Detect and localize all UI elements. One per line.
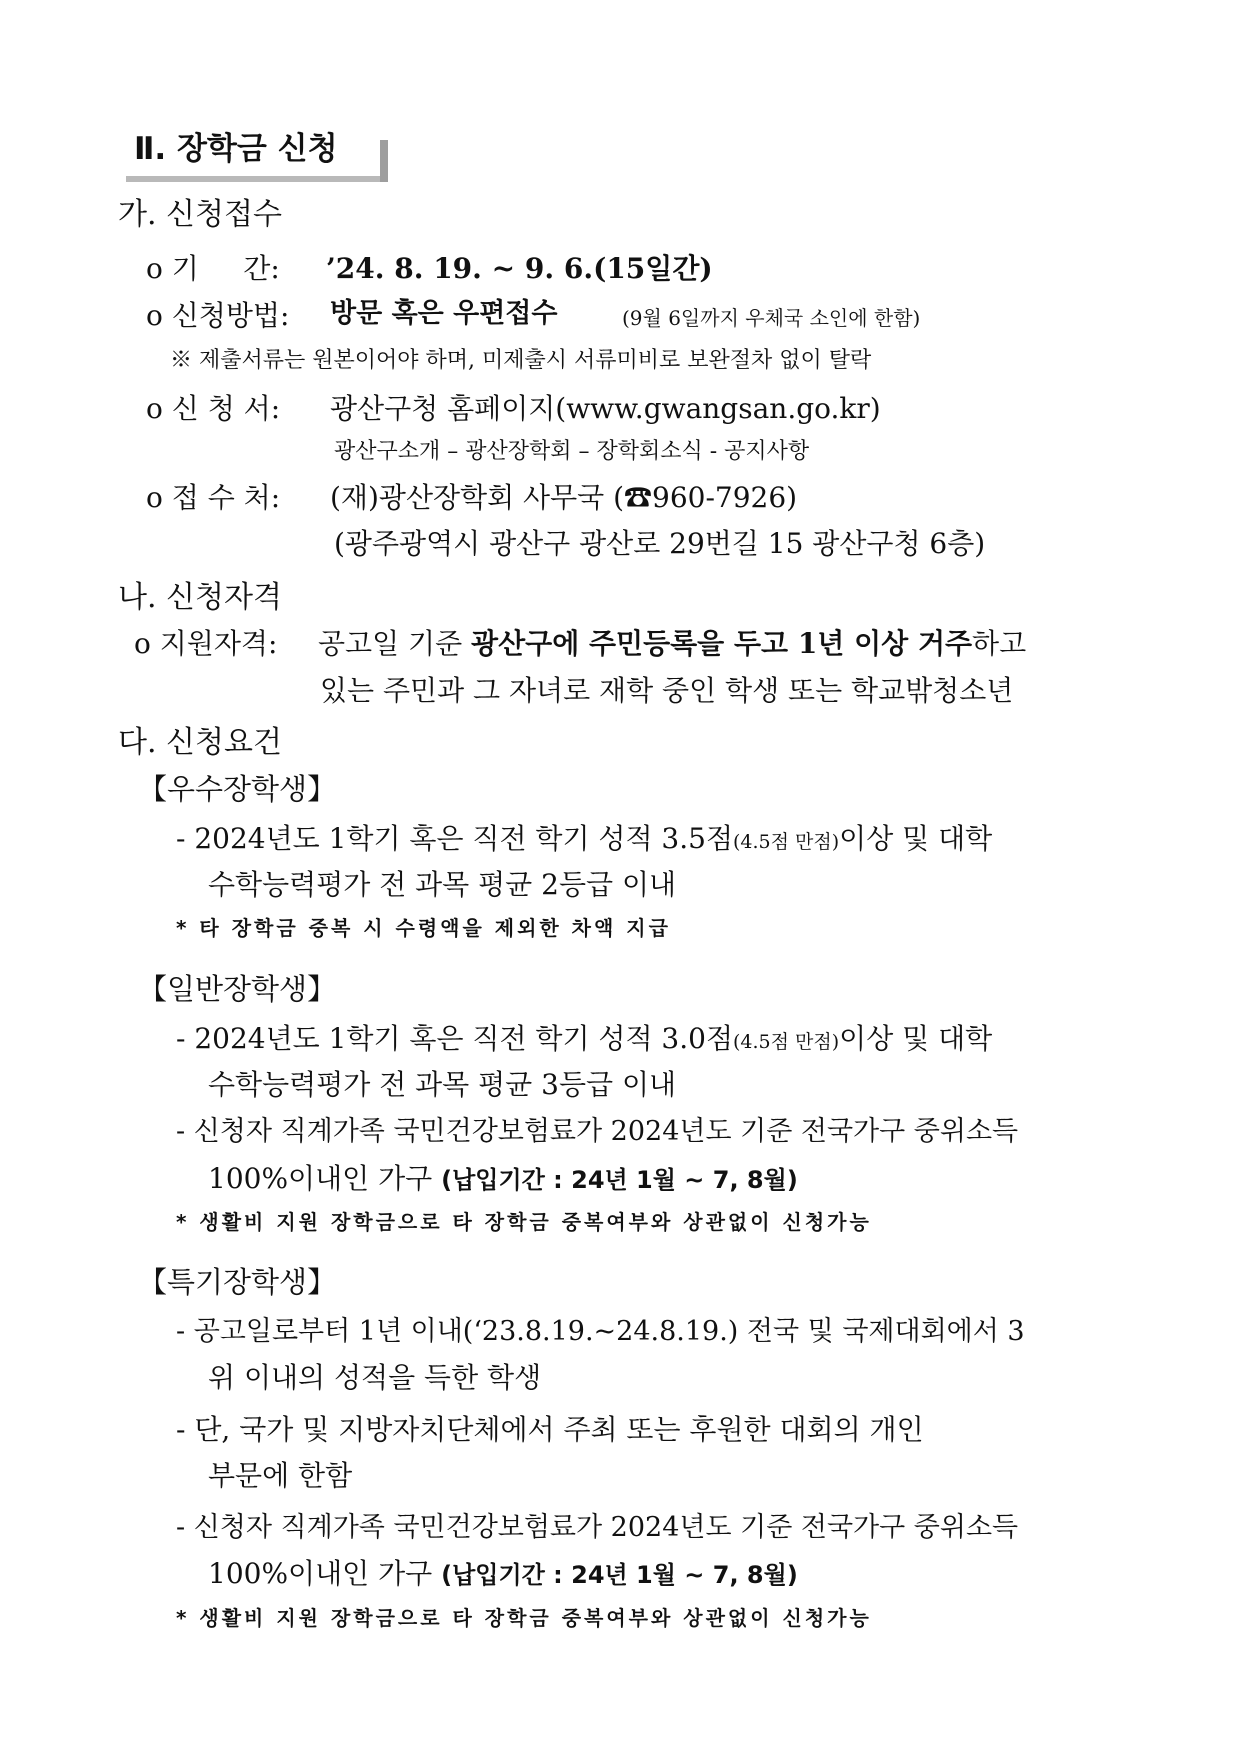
- special-item2-line1: - 단, 국가 및 지방자치단체에서 주최 또는 후원한 대회의 개인: [176, 1413, 924, 1446]
- special-title: 【특기장학생】: [138, 1265, 337, 1299]
- general-item2-bold: (납입기간 : 24년 1월 ~ 7, 8월): [441, 1166, 798, 1194]
- general-title: 【일반장학생】: [138, 972, 337, 1006]
- period-value: ’24. 8. 19. ~ 9. 6.(15일간): [326, 252, 713, 285]
- general-item2-line1: - 신청자 직계가족 국민건강보험료가 2024년도 기준 전국가구 중위소득: [176, 1116, 1019, 1147]
- office-value: (재)광산장학회 사무국 (☎960-7926): [330, 481, 798, 514]
- heading-na: 나. 신청자격: [118, 580, 282, 615]
- heading-ga: 가. 신청접수: [118, 197, 282, 232]
- special-item3-text: 100%이내인 가구: [208, 1557, 433, 1590]
- method-value: 방문 혹은 우편접수: [330, 298, 558, 329]
- special-item3-line1: - 신청자 직계가족 국민건강보험료가 2024년도 기준 전국가구 중위소득: [176, 1512, 1019, 1543]
- period-label: o 기 간:: [146, 252, 280, 285]
- special-item3-bold: (납입기간 : 24년 1월 ~ 7, 8월): [441, 1561, 798, 1589]
- special-item2-line2: 부문에 한함: [208, 1459, 353, 1492]
- general-item1-small: (4.5점 만점): [733, 1031, 840, 1053]
- general-item2-line2: [208, 1162, 798, 1195]
- excellent-item1-small: (4.5점 만점): [733, 831, 840, 853]
- special-note: * 생활비 지원 장학금으로 타 장학금 중복여부와 상관없이 신청가능: [176, 1606, 872, 1630]
- eligibility-line2: 있는 주민과 그 자녀로 재학 중인 학생 또는 학교밖청소년: [320, 674, 1014, 707]
- special-item1-line2: 위 이내의 성적을 득한 학생: [208, 1361, 542, 1394]
- excellent-item1-text-a: - 2024년도 1학기 혹은 직전 학기 성적 3.5점: [176, 822, 733, 855]
- method-label: o 신청방법:: [146, 299, 290, 332]
- office-address: (광주광역시 광산구 광산로 29번길 15 광산구청 6층): [334, 527, 986, 560]
- eligibility-line1-bold: 광산구에 주민등록을 두고 1년 이상 거주: [471, 627, 973, 660]
- excellent-title: 【우수장학생】: [138, 772, 337, 806]
- form-value: 광산구청 홈페이지(www.gwangsan.go.kr): [330, 392, 881, 425]
- general-item1-text-b: 이상 및 대학: [839, 1022, 993, 1055]
- title-side-shadow: [380, 140, 388, 182]
- excellent-item1-text-b: 이상 및 대학: [839, 822, 993, 855]
- general-item1-line1: [176, 1022, 993, 1055]
- eligibility-line1-post: 하고: [972, 627, 1027, 660]
- section-title: Ⅱ. 장학금 신청: [134, 131, 338, 167]
- office-label: o 접 수 처:: [146, 481, 281, 514]
- general-item1-text-a: - 2024년도 1학기 혹은 직전 학기 성적 3.0점: [176, 1022, 733, 1055]
- excellent-item1-line2: 수학능력평가 전 과목 평균 2등급 이내: [208, 868, 677, 901]
- eligibility-line1-pre: 공고일 기준: [318, 627, 472, 660]
- excellent-note: * 타 장학금 중복 시 수령액을 제외한 차액 지급: [176, 916, 671, 940]
- form-path: 광산구소개 – 광산장학회 – 장학회소식 - 공지사항: [334, 439, 810, 464]
- special-item1-line1: - 공고일로부터 1년 이내(‘23.8.19.~24.8.19.) 전국 및 국제대회에서 3: [176, 1316, 1025, 1347]
- general-note: * 생활비 지원 장학금으로 타 장학금 중복여부와 상관없이 신청가능: [176, 1210, 872, 1234]
- submission-remark: ※ 제출서류는 원본이어야 하며, 미제출시 서류미비로 보완절차 없이 탈락: [170, 348, 872, 373]
- form-label: o 신 청 서:: [146, 392, 281, 425]
- section-title-box: [126, 132, 382, 182]
- eligibility-line1: [318, 627, 1027, 660]
- general-item1-line2: 수학능력평가 전 과목 평균 3등급 이내: [208, 1068, 677, 1101]
- method-note: (9월 6일까지 우체국 소인에 한함): [622, 306, 921, 330]
- general-item2-text: 100%이내인 가구: [208, 1162, 433, 1195]
- title-underline-shadow: [126, 176, 388, 182]
- special-item3-line2: [208, 1557, 798, 1590]
- heading-da: 다. 신청요건: [118, 725, 282, 760]
- eligibility-label: o 지원자격:: [134, 627, 278, 660]
- excellent-item1-line1: [176, 822, 993, 855]
